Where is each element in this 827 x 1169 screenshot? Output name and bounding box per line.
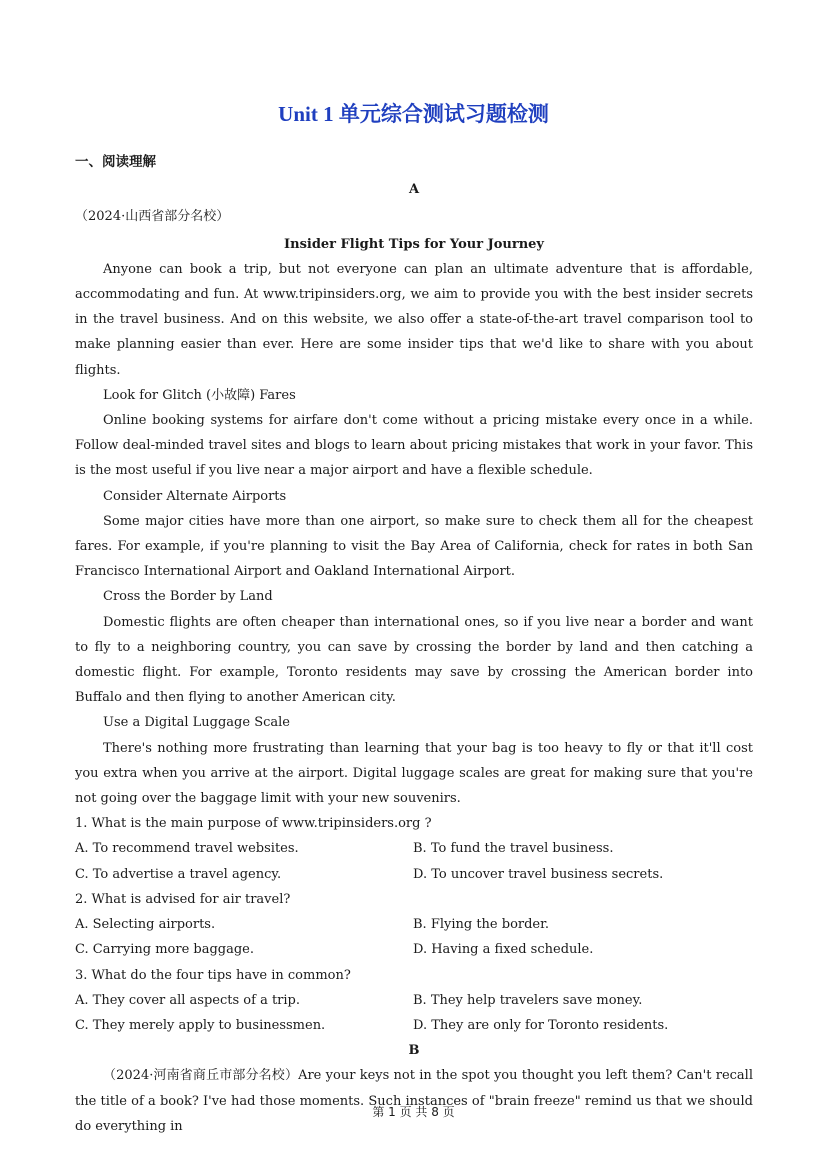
option-c: C. To advertise a travel agency. xyxy=(75,866,282,882)
question-stem: 3. What do the four tips have in common? xyxy=(75,967,351,983)
option-b: B. They help travelers save money. xyxy=(413,992,643,1008)
passage-a-label: A xyxy=(408,182,420,198)
question-options xyxy=(75,912,753,962)
question-options xyxy=(75,836,753,886)
tip-body: Online booking systems for airfare don't come without a pricing mistake every once in a while. Follow deal-minded travel sites and blogs to learn about pricing mistakes that work in your favor. This is the most useful if you live near a major airport and have a flexible schedule. xyxy=(75,413,753,479)
page-footer: 第 1 页 共 8 页 xyxy=(372,1105,455,1119)
passage-a-intro: Anyone can book a trip, but not everyone can plan an ultimate adventure that is affordable, accommodating and fun. At www.tripinsiders.org, we aim to provide you with the best insider secrets in the travel business. And on this website, we also offer a state-of-the-art travel comparison tool to make planning easier than ever. Here are some insider tips that we'd like to share with you about flights. xyxy=(75,261,753,378)
option-d: D. They are only for Toronto residents. xyxy=(413,1017,669,1033)
tip-body: There's nothing more frustrating than learning that your bag is too heavy to fly or that it'll cost you extra when you arrive at the airport. Digital luggage scales are great for making sure that you're not going over the baggage limit with your new souvenirs. xyxy=(75,740,753,807)
option-d: D. Having a fixed schedule. xyxy=(413,942,594,958)
document-body xyxy=(75,150,753,1139)
question-options xyxy=(75,988,753,1038)
option-b: B. To fund the travel business. xyxy=(413,841,614,857)
page-title: Unit 1 单元综合测试习题检测 xyxy=(278,102,549,126)
passage-b-label: B xyxy=(408,1043,420,1059)
option-a: A. Selecting airports. xyxy=(75,917,216,933)
tip-heading: Look for Glitch (小故障) Fares xyxy=(103,387,296,403)
question-stem: 1. What is the main purpose of www.tripinsiders.org ? xyxy=(75,816,432,832)
option-b: B. Flying the border. xyxy=(413,917,550,933)
passage-a-title: Insider Flight Tips for Your Journey xyxy=(284,236,544,252)
tip-heading: Cross the Border by Land xyxy=(103,589,273,605)
tip-heading: Consider Alternate Airports xyxy=(103,488,287,504)
option-c: C. They merely apply to businessmen. xyxy=(75,1017,326,1033)
option-a: A. They cover all aspects of a trip. xyxy=(75,992,301,1008)
section-heading: 一、阅读理解 xyxy=(75,154,156,170)
option-c: C. Carrying more baggage. xyxy=(75,942,255,958)
question-stem: 2. What is advised for air travel? xyxy=(75,891,291,907)
option-a: A. To recommend travel websites. xyxy=(75,841,299,857)
passage-b-intro: （2024·河南省商丘市部分名校）Are your keys not in the spot you thought you left them? Can't recall the title of a book? I've had those moments. Such instances of "brain freeze" remind us that we should do everything in xyxy=(75,1068,753,1134)
passage-a-source: （2024·山西省部分名校） xyxy=(75,209,230,225)
option-d: D. To uncover travel business secrets. xyxy=(413,866,664,882)
tip-heading: Use a Digital Luggage Scale xyxy=(103,715,290,731)
tip-body: Some major cities have more than one airport, so make sure to check them all for the cheapest fares. For example, if you're planning to visit the Bay Area of California, check for rates in both San Francisco International Airport and Oakland International Airport. xyxy=(75,513,753,580)
tip-body: Domestic flights are often cheaper than international ones, so if you live near a border and want to fly to a neighboring country, you can save by crossing the border by land and then catching a domestic flight. For example, Toronto residents may save by crossing the American border into Buffalo and then flying to another American city. xyxy=(75,614,753,706)
